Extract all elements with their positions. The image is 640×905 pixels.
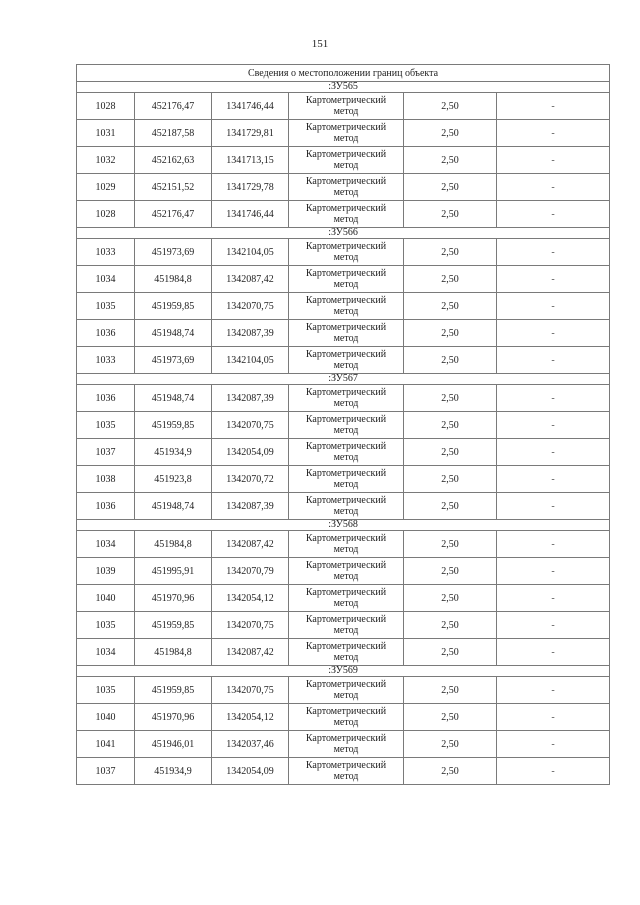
- method-cell: [289, 385, 404, 412]
- table-row: [77, 639, 610, 666]
- accuracy-cell: 2,50: [404, 612, 497, 639]
- table-row: [77, 120, 610, 147]
- table-row: [77, 201, 610, 228]
- accuracy-cell: 2,50: [404, 293, 497, 320]
- y-coordinate-cell: 1342087,39: [212, 385, 289, 412]
- method-cell: [289, 93, 404, 120]
- point-number-cell: 1033: [77, 347, 135, 374]
- table-body: [77, 65, 610, 785]
- x-coordinate-cell: 451959,85: [135, 677, 212, 704]
- method-text-line: метод: [333, 506, 359, 517]
- table-row: [77, 412, 610, 439]
- method-cell: [289, 320, 404, 347]
- note-cell: -: [497, 120, 610, 147]
- y-coordinate-cell: 1342070,79: [212, 558, 289, 585]
- table-row: [77, 531, 610, 558]
- method-text-line: Картометрический: [305, 414, 387, 425]
- section-name: :ЗУ566: [77, 228, 610, 239]
- method-cell: [289, 677, 404, 704]
- point-number-cell: 1034: [77, 639, 135, 666]
- method-text-line: метод: [333, 333, 359, 344]
- point-number-cell: 1031: [77, 120, 135, 147]
- note-cell: -: [497, 412, 610, 439]
- method-cell: [289, 704, 404, 731]
- x-coordinate-cell: 451948,74: [135, 493, 212, 520]
- y-coordinate-cell: 1342054,12: [212, 585, 289, 612]
- section-header-row: [77, 666, 610, 677]
- note-cell: -: [497, 266, 610, 293]
- table-row: [77, 266, 610, 293]
- method-text-line: Картометрический: [305, 268, 387, 279]
- method-text-line: Картометрический: [305, 122, 387, 133]
- method-text-line: метод: [333, 252, 359, 263]
- method-text-line: Картометрический: [305, 349, 387, 360]
- accuracy-cell: 2,50: [404, 466, 497, 493]
- method-text-line: Картометрический: [305, 176, 387, 187]
- y-coordinate-cell: 1342054,09: [212, 758, 289, 785]
- note-cell: -: [497, 704, 610, 731]
- accuracy-cell: 2,50: [404, 147, 497, 174]
- y-coordinate-cell: 1342087,42: [212, 639, 289, 666]
- note-cell: -: [497, 612, 610, 639]
- x-coordinate-cell: 452176,47: [135, 201, 212, 228]
- note-cell: -: [497, 147, 610, 174]
- method-text-line: Картометрический: [305, 149, 387, 160]
- table-row: [77, 612, 610, 639]
- y-coordinate-cell: 1341713,15: [212, 147, 289, 174]
- table-row: [77, 93, 610, 120]
- point-number-cell: 1028: [77, 201, 135, 228]
- point-number-cell: 1040: [77, 585, 135, 612]
- method-text-line: метод: [333, 544, 359, 555]
- table-row: [77, 439, 610, 466]
- y-coordinate-cell: 1341746,44: [212, 201, 289, 228]
- table-row: [77, 493, 610, 520]
- method-cell: [289, 120, 404, 147]
- table-row: [77, 466, 610, 493]
- table-row: [77, 174, 610, 201]
- method-text-line: метод: [333, 571, 359, 582]
- method-cell: [289, 558, 404, 585]
- y-coordinate-cell: 1342104,05: [212, 347, 289, 374]
- x-coordinate-cell: 451959,85: [135, 412, 212, 439]
- method-cell: [289, 174, 404, 201]
- x-coordinate-cell: 451959,85: [135, 293, 212, 320]
- x-coordinate-cell: 451934,9: [135, 758, 212, 785]
- point-number-cell: 1037: [77, 758, 135, 785]
- method-text-line: метод: [333, 360, 359, 371]
- method-cell: [289, 758, 404, 785]
- table-row: [77, 731, 610, 758]
- point-number-cell: 1035: [77, 677, 135, 704]
- y-coordinate-cell: 1341729,78: [212, 174, 289, 201]
- accuracy-cell: 2,50: [404, 704, 497, 731]
- note-cell: -: [497, 293, 610, 320]
- x-coordinate-cell: 451984,8: [135, 639, 212, 666]
- method-cell: [289, 147, 404, 174]
- point-number-cell: 1034: [77, 266, 135, 293]
- method-text-line: метод: [333, 398, 359, 409]
- note-cell: -: [497, 493, 610, 520]
- method-text-line: Картометрический: [305, 614, 387, 625]
- table-row: [77, 320, 610, 347]
- method-text-line: метод: [333, 106, 359, 117]
- accuracy-cell: 2,50: [404, 201, 497, 228]
- page-number: 151: [311, 38, 329, 50]
- table-title: Сведения о местоположении границ объекта: [77, 65, 610, 82]
- section-header-row: [77, 374, 610, 385]
- y-coordinate-cell: 1342070,72: [212, 466, 289, 493]
- accuracy-cell: 2,50: [404, 174, 497, 201]
- method-cell: [289, 731, 404, 758]
- x-coordinate-cell: 451970,96: [135, 704, 212, 731]
- note-cell: -: [497, 531, 610, 558]
- note-cell: -: [497, 385, 610, 412]
- method-cell: [289, 585, 404, 612]
- note-cell: -: [497, 201, 610, 228]
- note-cell: -: [497, 93, 610, 120]
- method-cell: [289, 439, 404, 466]
- method-cell: [289, 612, 404, 639]
- point-number-cell: 1039: [77, 558, 135, 585]
- method-text-line: Картометрический: [305, 387, 387, 398]
- point-number-cell: 1032: [77, 147, 135, 174]
- note-cell: -: [497, 758, 610, 785]
- accuracy-cell: 2,50: [404, 758, 497, 785]
- y-coordinate-cell: 1342087,42: [212, 266, 289, 293]
- note-cell: -: [497, 639, 610, 666]
- point-number-cell: 1037: [77, 439, 135, 466]
- x-coordinate-cell: 451984,8: [135, 531, 212, 558]
- y-coordinate-cell: 1342087,42: [212, 531, 289, 558]
- y-coordinate-cell: 1342087,39: [212, 493, 289, 520]
- point-number-cell: 1034: [77, 531, 135, 558]
- point-number-cell: 1036: [77, 493, 135, 520]
- x-coordinate-cell: 451970,96: [135, 585, 212, 612]
- method-cell: [289, 266, 404, 293]
- point-number-cell: 1036: [77, 320, 135, 347]
- accuracy-cell: 2,50: [404, 677, 497, 704]
- point-number-cell: 1038: [77, 466, 135, 493]
- y-coordinate-cell: 1342070,75: [212, 293, 289, 320]
- method-text-line: метод: [333, 133, 359, 144]
- method-text-line: Картометрический: [305, 533, 387, 544]
- method-text-line: Картометрический: [305, 495, 387, 506]
- method-text-line: метод: [333, 717, 359, 728]
- method-cell: [289, 239, 404, 266]
- accuracy-cell: 2,50: [404, 266, 497, 293]
- accuracy-cell: 2,50: [404, 585, 497, 612]
- x-coordinate-cell: 451934,9: [135, 439, 212, 466]
- x-coordinate-cell: 451959,85: [135, 612, 212, 639]
- method-text-line: Картометрический: [305, 733, 387, 744]
- point-number-cell: 1035: [77, 293, 135, 320]
- x-coordinate-cell: 451995,91: [135, 558, 212, 585]
- y-coordinate-cell: 1341729,81: [212, 120, 289, 147]
- accuracy-cell: 2,50: [404, 412, 497, 439]
- table-row: [77, 677, 610, 704]
- point-number-cell: 1029: [77, 174, 135, 201]
- x-coordinate-cell: 451973,69: [135, 239, 212, 266]
- method-text-line: Картометрический: [305, 587, 387, 598]
- method-text-line: метод: [333, 306, 359, 317]
- method-text-line: Картометрический: [305, 441, 387, 452]
- x-coordinate-cell: 452176,47: [135, 93, 212, 120]
- method-cell: [289, 493, 404, 520]
- x-coordinate-cell: 452151,52: [135, 174, 212, 201]
- method-cell: [289, 412, 404, 439]
- accuracy-cell: 2,50: [404, 439, 497, 466]
- method-text-line: метод: [333, 160, 359, 171]
- method-cell: [289, 293, 404, 320]
- table-title-row: [77, 65, 610, 82]
- note-cell: -: [497, 347, 610, 374]
- method-text-line: метод: [333, 771, 359, 782]
- note-cell: -: [497, 731, 610, 758]
- point-number-cell: 1028: [77, 93, 135, 120]
- method-cell: [289, 466, 404, 493]
- method-text-line: Картометрический: [305, 679, 387, 690]
- section-name: :ЗУ569: [77, 666, 610, 677]
- section-name: :ЗУ565: [77, 82, 610, 93]
- table-row: [77, 585, 610, 612]
- accuracy-cell: 2,50: [404, 493, 497, 520]
- table-row: [77, 239, 610, 266]
- section-header-row: [77, 228, 610, 239]
- method-text-line: метод: [333, 425, 359, 436]
- x-coordinate-cell: 451948,74: [135, 320, 212, 347]
- method-cell: [289, 347, 404, 374]
- table-row: [77, 347, 610, 374]
- method-text-line: метод: [333, 279, 359, 290]
- method-text-line: метод: [333, 598, 359, 609]
- x-coordinate-cell: 451923,8: [135, 466, 212, 493]
- x-coordinate-cell: 451984,8: [135, 266, 212, 293]
- table-row: [77, 147, 610, 174]
- y-coordinate-cell: 1342070,75: [212, 612, 289, 639]
- note-cell: -: [497, 439, 610, 466]
- method-text-line: Картометрический: [305, 760, 387, 771]
- method-text-line: метод: [333, 652, 359, 663]
- accuracy-cell: 2,50: [404, 239, 497, 266]
- point-number-cell: 1035: [77, 612, 135, 639]
- note-cell: -: [497, 239, 610, 266]
- point-number-cell: 1033: [77, 239, 135, 266]
- y-coordinate-cell: 1342037,46: [212, 731, 289, 758]
- accuracy-cell: 2,50: [404, 731, 497, 758]
- accuracy-cell: 2,50: [404, 347, 497, 374]
- accuracy-cell: 2,50: [404, 120, 497, 147]
- note-cell: -: [497, 466, 610, 493]
- y-coordinate-cell: 1342087,39: [212, 320, 289, 347]
- point-number-cell: 1041: [77, 731, 135, 758]
- accuracy-cell: 2,50: [404, 639, 497, 666]
- method-text-line: метод: [333, 187, 359, 198]
- method-text-line: Картометрический: [305, 241, 387, 252]
- section-header-row: [77, 82, 610, 93]
- method-text-line: Картометрический: [305, 706, 387, 717]
- point-number-cell: 1040: [77, 704, 135, 731]
- y-coordinate-cell: 1341746,44: [212, 93, 289, 120]
- section-name: :ЗУ568: [77, 520, 610, 531]
- method-text-line: Картометрический: [305, 295, 387, 306]
- note-cell: -: [497, 320, 610, 347]
- y-coordinate-cell: 1342070,75: [212, 412, 289, 439]
- point-number-cell: 1036: [77, 385, 135, 412]
- note-cell: -: [497, 677, 610, 704]
- y-coordinate-cell: 1342104,05: [212, 239, 289, 266]
- y-coordinate-cell: 1342054,09: [212, 439, 289, 466]
- note-cell: -: [497, 558, 610, 585]
- note-cell: -: [497, 585, 610, 612]
- x-coordinate-cell: 452187,58: [135, 120, 212, 147]
- method-text-line: метод: [333, 479, 359, 490]
- method-text-line: Картометрический: [305, 641, 387, 652]
- x-coordinate-cell: 451948,74: [135, 385, 212, 412]
- y-coordinate-cell: 1342054,12: [212, 704, 289, 731]
- note-cell: -: [497, 174, 610, 201]
- accuracy-cell: 2,50: [404, 385, 497, 412]
- method-text-line: метод: [333, 452, 359, 463]
- method-cell: [289, 201, 404, 228]
- method-text-line: Картометрический: [305, 468, 387, 479]
- table-row: [77, 558, 610, 585]
- method-text-line: метод: [333, 744, 359, 755]
- method-text-line: метод: [333, 625, 359, 636]
- method-cell: [289, 639, 404, 666]
- x-coordinate-cell: 451973,69: [135, 347, 212, 374]
- table-row: [77, 385, 610, 412]
- table-row: [77, 758, 610, 785]
- method-text-line: Картометрический: [305, 322, 387, 333]
- table-row: [77, 704, 610, 731]
- method-cell: [289, 531, 404, 558]
- point-number-cell: 1035: [77, 412, 135, 439]
- boundary-points-table: [76, 64, 610, 785]
- method-text-line: Картометрический: [305, 95, 387, 106]
- table-row: [77, 293, 610, 320]
- x-coordinate-cell: 452162,63: [135, 147, 212, 174]
- x-coordinate-cell: 451946,01: [135, 731, 212, 758]
- y-coordinate-cell: 1342070,75: [212, 677, 289, 704]
- accuracy-cell: 2,50: [404, 558, 497, 585]
- method-text-line: Картометрический: [305, 203, 387, 214]
- accuracy-cell: 2,50: [404, 93, 497, 120]
- accuracy-cell: 2,50: [404, 320, 497, 347]
- accuracy-cell: 2,50: [404, 531, 497, 558]
- section-name: :ЗУ567: [77, 374, 610, 385]
- section-header-row: [77, 520, 610, 531]
- method-text-line: метод: [333, 690, 359, 701]
- method-text-line: метод: [333, 214, 359, 225]
- method-text-line: Картометрический: [305, 560, 387, 571]
